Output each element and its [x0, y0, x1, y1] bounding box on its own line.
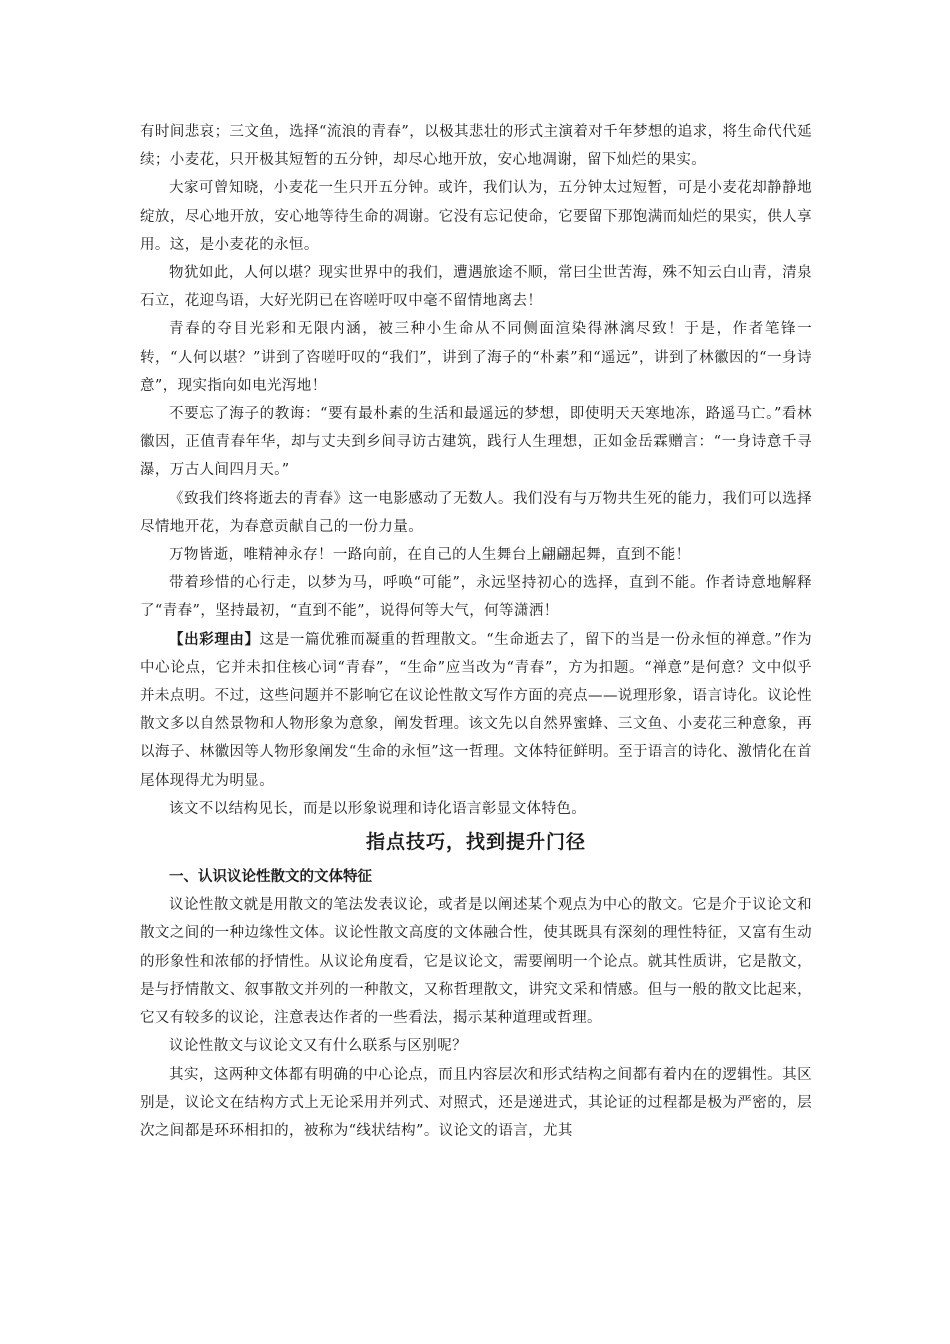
comment-text: 这是一篇优雅而凝重的哲理散文。“生命逝去了，留下的当是一份永恒的禅意。”作为中心论点，它并未扣住核心词“青春”，“生命”应当改为“青春”，方为扣题。“禅意”是何意？文中似乎并未点明。不过，这些问题并不影响它在议论性散文写作方面的亮点——说理形象，语言诗化。议论性散文多以自然景物和人物形象为意象，阐发哲理。该文先以自然界蜜蜂、三文鱼、小麦花三种意象，再以海子、林徽因等人物形象阐发“生命的永恒”这一哲理。文体特征鲜明。至于语言的诗化、激情化在首尾体现得尤为明显。: [140, 631, 812, 789]
section-subtitle: 一、认识议论性散文的文体特征: [169, 869, 372, 886]
comment-paragraph-2: 该文不以结构见长，而是以形象说理和诗化语言彰显文体特色。: [169, 800, 587, 817]
essay-paragraph: 带着珍惜的心行走，以梦为马，呼唤“可能”，永远坚持初心的选择，直到不能。作者诗意地解释了“青春”，坚持最初，“直到不能”，说得何等大气，何等潇洒！: [140, 575, 812, 620]
essay-paragraph: 万物皆逝，唯精神永存！一路向前，在自己的人生舞台上翩翩起舞，直到不能！: [169, 547, 691, 564]
comment-paragraph: [140, 626, 812, 795]
document-page: [140, 118, 812, 1145]
essay-paragraph: 物犹如此，人何以堪？现实世界中的我们，遭遇旅途不顺，常曰尘世苦海，殊不知云白山青，清泉石立，花迎鸟语，大好光阴已在咨嗟吁叹中毫不留情地离去！: [140, 265, 812, 310]
section-paragraph: 议论性散文就是用散文的笔法发表议论，或者是以阐述某个观点为中心的散文。它是介于议论文和散文之间的一种边缘性文体。议论性散文高度的文体融合性，使其既具有深刻的理性特征，又富有生动的形象性和浓郁的抒情性。从议论角度看，它是议论文，需要阐明一个论点。就其性质讲，它是散文，是与抒情散文、叙事散文并列的一种散文，又称哲理散文，讲究文采和情感。但与一般的散文比起来，它又有较多的议论，注意表达作者的一些看法，揭示某种道理或哲理。: [140, 897, 812, 1027]
essay-paragraph: 大家可曾知晓，小麦花一生只开五分钟。或许，我们认为，五分钟太过短暂，可是小麦花却静静地绽放，尽心地开放，安心地等待生命的凋谢。它没有忘记使命，它要留下那饱满而灿烂的果实，供人享用。这，是小麦花的永恒。: [140, 180, 812, 253]
section-paragraph: 议论性散文与议论文又有什么联系与区别呢？: [169, 1038, 467, 1055]
essay-paragraph: 不要忘了海子的教诲：“要有最朴素的生活和最遥远的梦想，即使明天天寒地冻，路遥马亡。”看林徽因，正值青春年华，却与丈夫到乡间寻访古建筑，践行人生理想，正如金岳霖赠言：“一身诗意千寻瀑，万古人间四月天。”: [140, 406, 812, 479]
section-paragraph: 其实，这两种文体都有明确的中心论点，而且内容层次和形式结构之间都有着内在的逻辑性。其区别是，议论文在结构方式上无论采用并列式、对照式，还是递进式，其论证的过程都是极为严密的，层次之间都是环环相扣的，被称为“线状结构”。议论文的语言，尤其: [140, 1066, 812, 1139]
comment-label: 【出彩理由】: [169, 630, 260, 648]
section-title: 指点技巧，找到提升门径: [365, 831, 586, 854]
essay-paragraph: 《致我们终将逝去的青春》这一电影感动了无数人。我们没有与万物共生死的能力，我们可以选择尽情地开花，为春意贡献自己的一份力量。: [140, 490, 812, 535]
essay-paragraph-intro: 有时间悲哀；三文鱼，选择“流浪的青春”，以极其悲壮的形式主演着对千年梦想的追求，将生命代代延续；小麦花，只开极其短暂的五分钟，却尽心地开放，安心地凋谢，留下灿烂的果实。: [140, 124, 812, 169]
essay-paragraph: 青春的夺目光彩和无限内涵，被三种小生命从不同侧面渲染得淋漓尽致！于是，作者笔锋一转，“人何以堪？”讲到了咨嗟吁叹的“我们”，讲到了海子的“朴素”和“遥远”，讲到了林徽因的“一身诗意”，现实指向如电光泻地！: [140, 321, 812, 394]
